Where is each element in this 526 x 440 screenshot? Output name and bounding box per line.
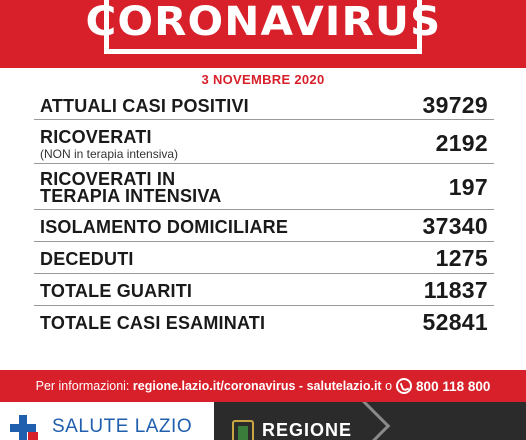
info-bar [0,370,526,402]
footer-salute-lazio [0,402,214,440]
stat-label: DECEDUTI [40,249,134,269]
regione-crest-icon [232,420,254,440]
stat-row-isolamento-domiciliare [34,210,494,242]
stats-table [34,90,494,338]
footer-regione [214,402,526,440]
stat-value: 39729 [422,92,488,118]
info-separator: - [298,379,304,393]
stat-label: TOTALE CASI ESAMINATI [40,313,266,333]
stat-row-attuali-positivi [34,90,494,120]
stat-row-terapia-intensiva [34,164,494,210]
stat-row-totale-casi-esaminati [34,306,494,338]
header-title: CORONAVIRUS [85,0,441,45]
stat-label-line2: TERAPIA INTENSIVA [40,186,222,206]
stat-value: 37340 [422,213,488,239]
stat-label: ATTUALI CASI POSITIVI [40,96,249,116]
stat-value: 1275 [435,245,488,271]
stat-value: 52841 [422,309,488,335]
stat-label: ISOLAMENTO DOMICILIARE [40,217,289,237]
header-title-box [85,0,441,54]
stat-row-ricoverati [34,120,494,164]
chevron-decoration-icon [334,402,391,440]
stat-label: TOTALE GUARITI [40,281,193,301]
stat-value: 11837 [423,277,488,303]
phone-icon [396,378,412,394]
info-phone[interactable]: 800 118 800 [416,378,491,394]
stat-label: RICOVERATI [40,127,152,147]
stat-row-deceduti [34,242,494,274]
stat-label-line1: RICOVERATI IN [40,169,176,189]
info-prefix: Per informazioni: [35,379,130,393]
info-link-salutelazio[interactable]: salutelazio.it [306,379,382,393]
regione-logo-text: REGIONE [262,420,353,440]
info-or: o [385,379,393,393]
stat-row-totale-guariti [34,274,494,306]
stat-value: 197 [448,174,488,200]
stat-sublabel: (NON in terapia intensiva) [40,147,179,161]
stat-value: 2192 [435,130,488,156]
salute-lazio-logo-text: SALUTE LAZIO [52,416,193,437]
info-link-regione[interactable]: regione.lazio.it/coronavirus [132,379,296,393]
header-banner [0,0,526,68]
health-cross-accent-icon [28,432,38,440]
report-date: 3 NOVEMBRE 2020 [201,72,325,87]
